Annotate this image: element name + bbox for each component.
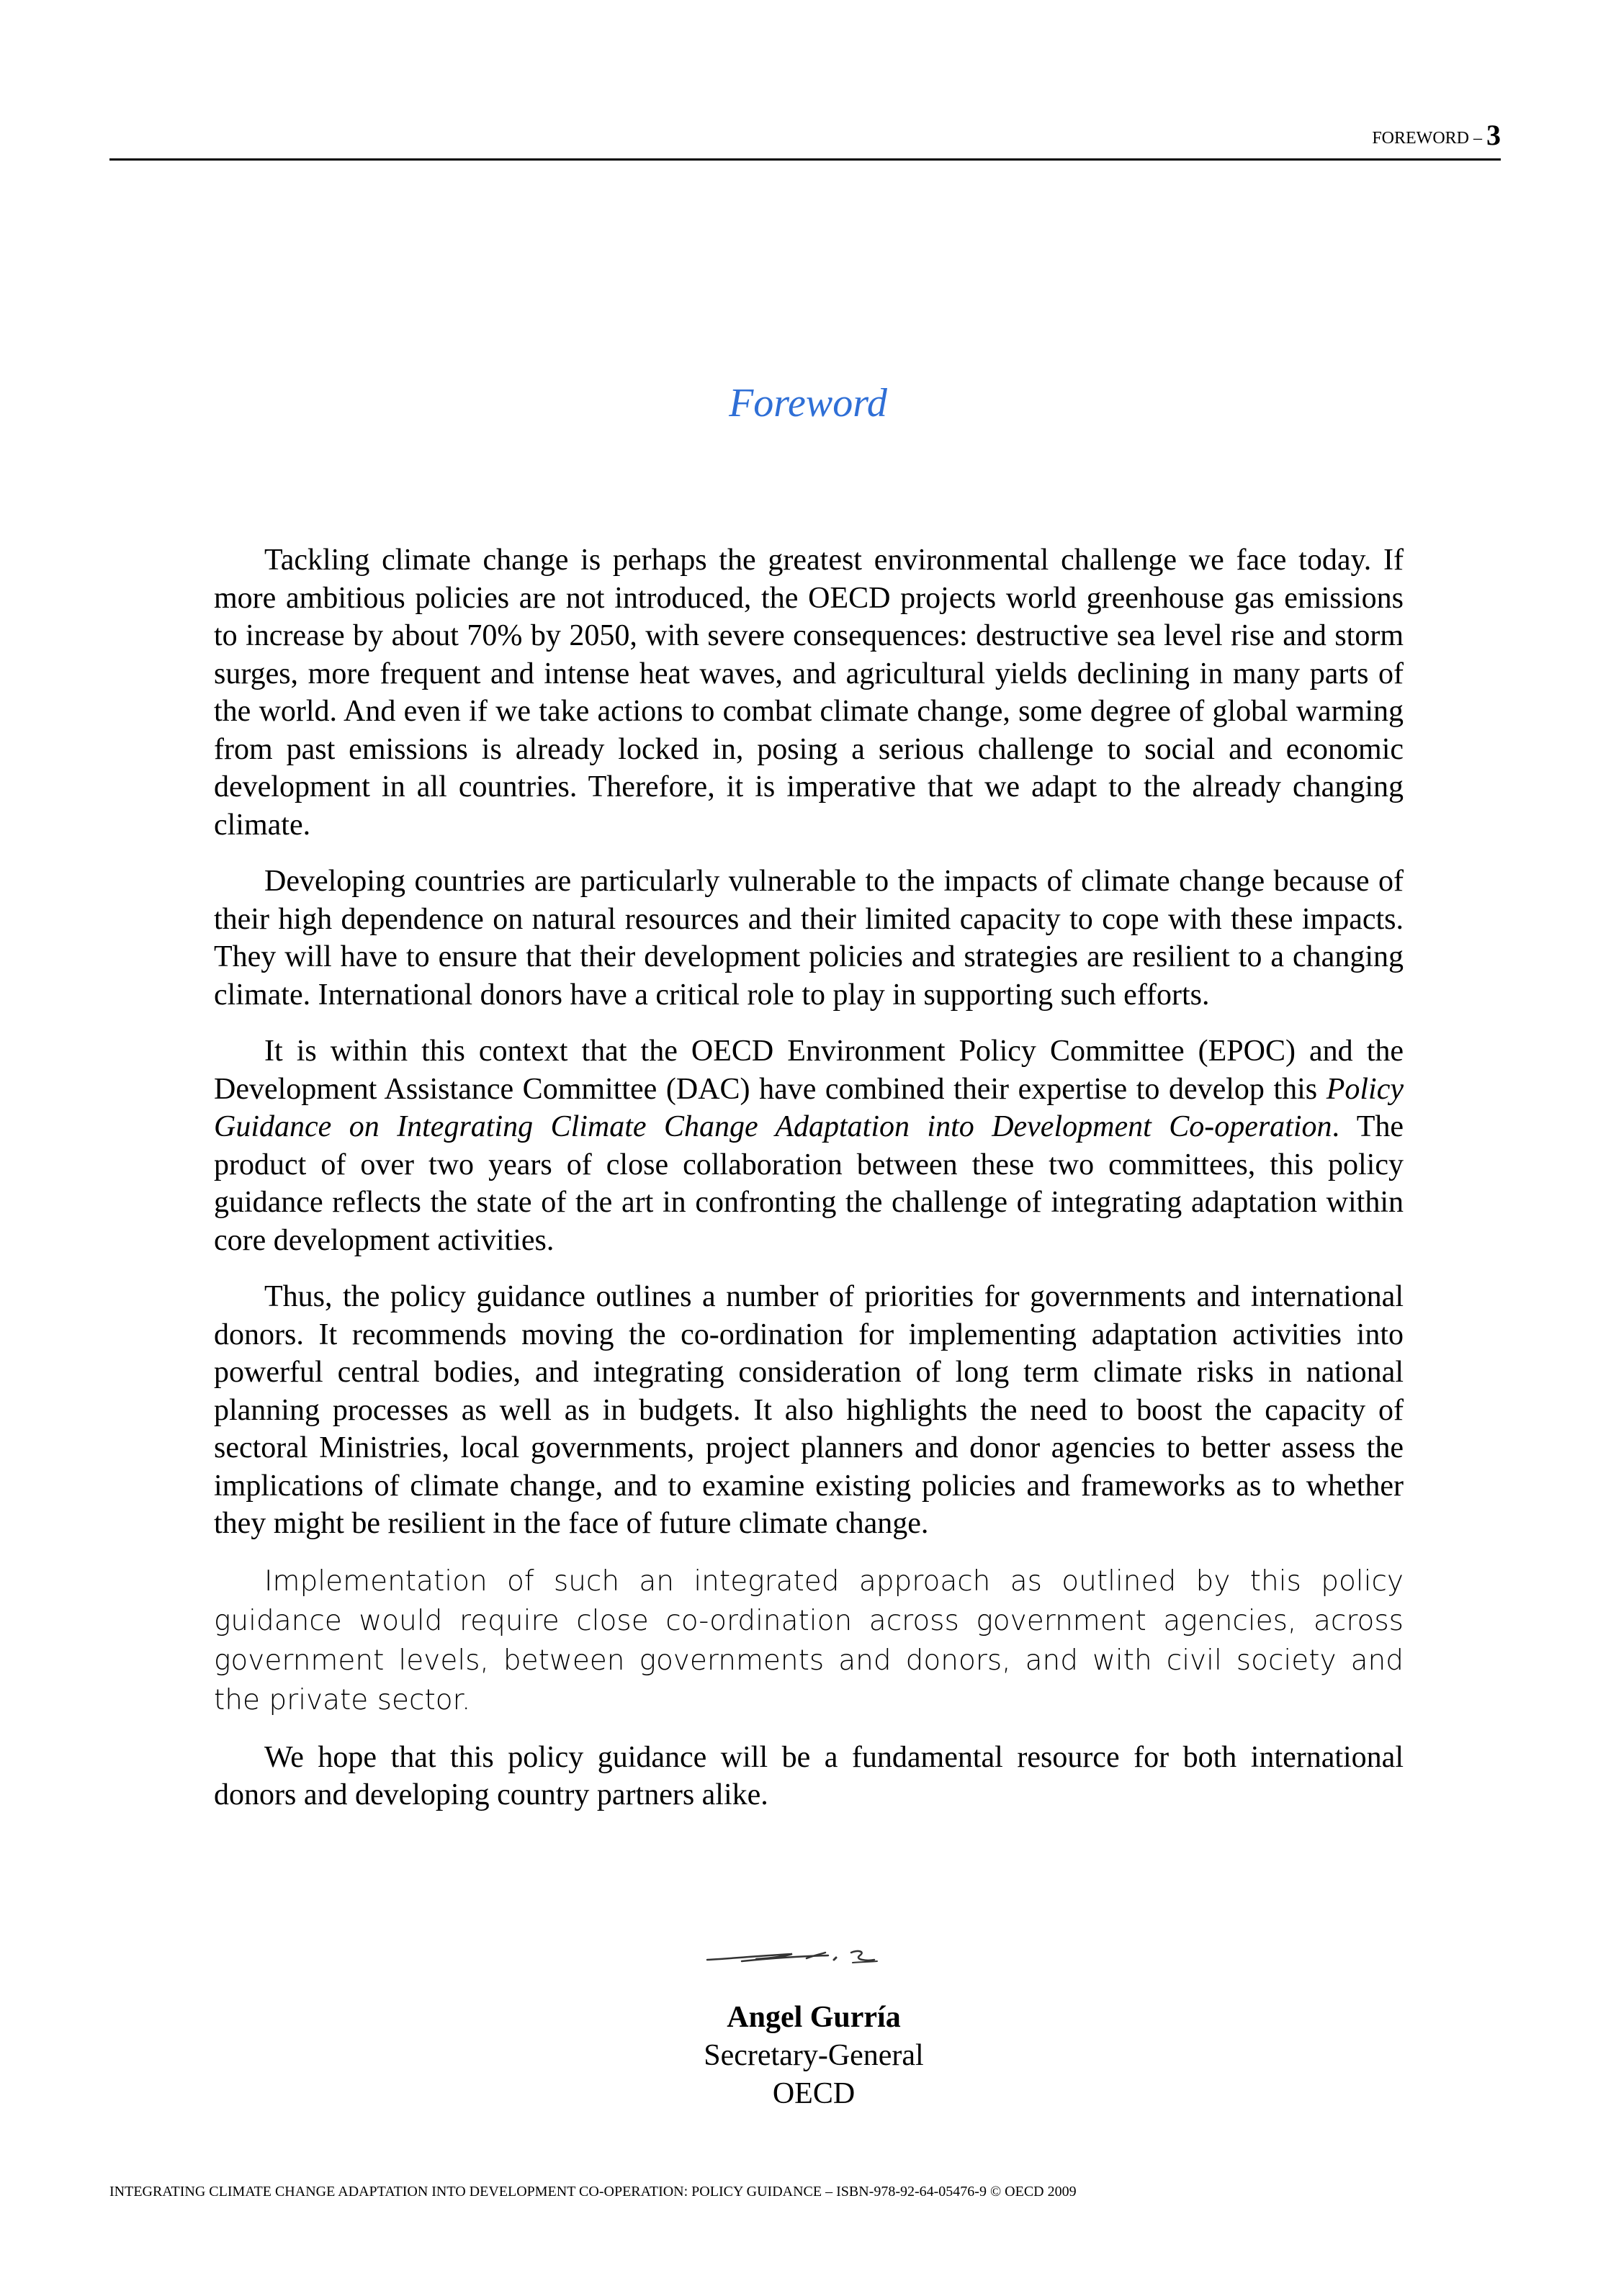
- header-rule: [109, 158, 1501, 161]
- paragraph-4: Thus, the policy guidance outlines a number of priorities for governments and international donors. It recommends moving the co-ordination for implementing adaptation activities into powerful central bodies, and integrating consideration of long term climate risks in national planning processes as well as in budgets. It also highlights the need to boost the capacity of sectoral Ministries, local governments, project planners and donor agencies to better assess the implications of climate change, and to examine existing policies and frameworks as to whether they might be resilient in the face of future climate change.: [214, 1280, 1404, 1540]
- signatory-role: Secretary-General: [704, 2039, 924, 2072]
- paragraph-3-text-after: . The product of over two years of close collaboration between these two committees, this policy guidance reflects the state of the art in confronting the challenge of integrating adaptation within core development activities.: [214, 1110, 1404, 1257]
- page-number: 3: [1486, 119, 1501, 151]
- header-section: FOREWORD –: [1372, 129, 1486, 148]
- paragraph-3-text-before: It is within this context that the OECD Environment Policy Committee (EPOC) and the Development Assistance Committee (DAC) have combined their expertise to develop this: [214, 1035, 1404, 1106]
- paragraph-5: Implementation of such an integrated approach as outlined by this policy guidance would require close co-ordination across government agencies, across government levels, between governments and donors, and with civil society and the private sector.: [214, 1565, 1404, 1716]
- running-header: [109, 121, 1501, 153]
- paragraph-1: Tackling climate change is perhaps the greatest environmental challenge we face today. If more ambitious policies are not introduced, the OECD projects world greenhouse gas emissions to increase by about 70% by 2050, with severe consequences: destructive sea level rise and storm surges, more frequent and intense heat waves, and agricultural yields declining in many parts of the world. And even if we take actions to combat climate change, some degree of global warming from past emissions is already locked in, posing a serious challenge to social and economic development in all countries. Therefore, it is imperative that we adapt to the already changing climate.: [214, 544, 1404, 842]
- publication-title: Policy Guidance on Integrating Climate Change Adaptation into Development Co-operation: [214, 1072, 1404, 1143]
- page-title: Foreword: [729, 381, 887, 426]
- body-text: [214, 541, 1404, 1833]
- signatory-name: Angel Gurría: [727, 2001, 901, 2034]
- paragraph-2: Developing countries are particularly vulnerable to the impacts of climate change because of their high dependence on natural resources and their limited capacity to cope with these impacts. They will have to ensure that their development policies and strategies are resilient to a changing climate. International donors have a critical role to play in supporting such efforts.: [214, 865, 1404, 1012]
- signature-block: [0, 1999, 1616, 2113]
- handwritten-signature: [699, 1937, 886, 1973]
- page-footer: INTEGRATING CLIMATE CHANGE ADAPTATION INTO DEVELOPMENT CO-OPERATION: POLICY GUIDANCE – ISBN-978-92-64-05476-9 © OECD 2009: [109, 2184, 1077, 2200]
- paragraph-6: We hope that this policy guidance will be a fundamental resource for both international donors and developing country partners alike.: [214, 1740, 1404, 1811]
- signatory-org: OECD: [772, 2077, 856, 2110]
- paragraph-3: [214, 1032, 1404, 1259]
